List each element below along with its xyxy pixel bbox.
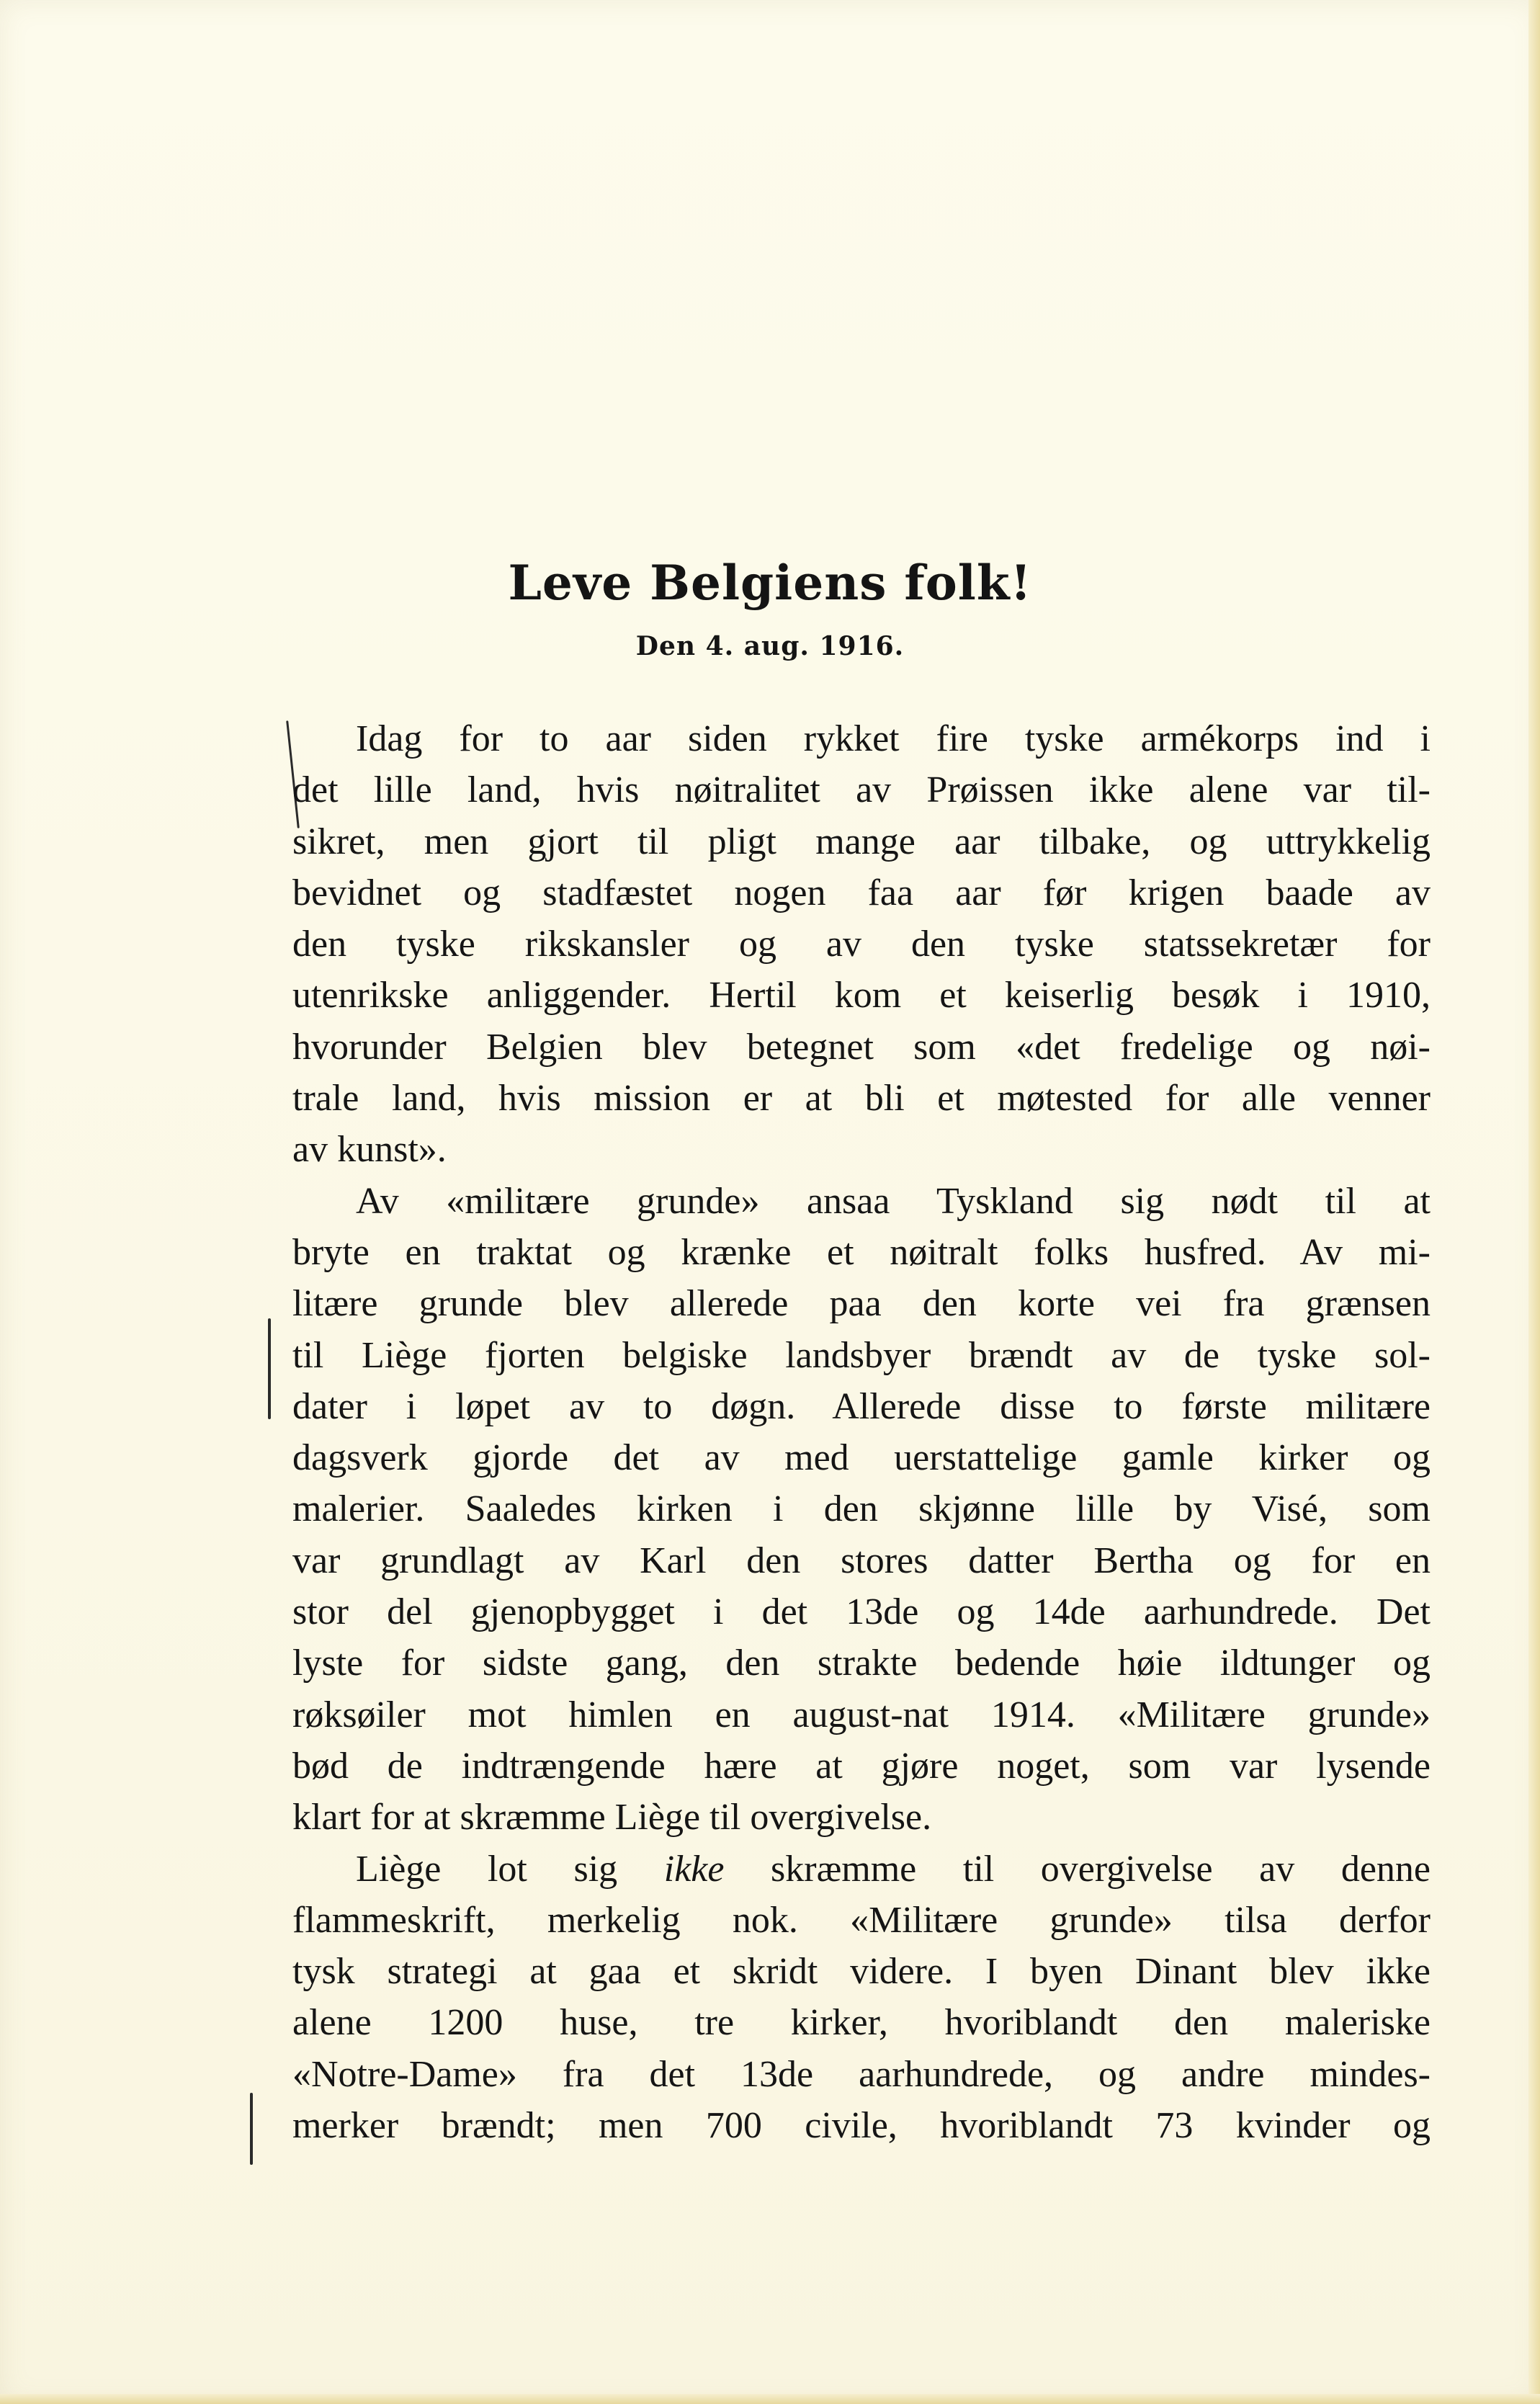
text-line: bød de indtrængende hære at gjøre noget, som var lysende [292, 1745, 1431, 1787]
text-line: til Liège fjorten belgiske landsbyer brændt av de tyske sol- [292, 1334, 1431, 1376]
text-line: «Notre-Dame» fra det 13de aarhundrede, og andre mindes- [292, 2053, 1431, 2095]
text-line: flammeskrift, merkelig nok. «Militære grunde» tilsa derfor [292, 1899, 1431, 1941]
text-line: den tyske rikskansler og av den tyske statssekretær for [292, 924, 1431, 965]
text-line: tysk strategi at gaa et skridt videre. I byen Dinant blev ikke [292, 1951, 1431, 1993]
margin-mark [250, 2093, 253, 2165]
article-body [292, 713, 1431, 2151]
text-line: bryte en traktat og krænke et nøitralt folks husfred. Av mi- [292, 1231, 1431, 1273]
text-line: røksøiler mot himlen en august-nat 1914. «Militære grunde» [292, 1694, 1431, 1735]
text-line: hvorunder Belgien blev betegnet som «det fredelige og nøi- [292, 1026, 1431, 1068]
text-line: var grundlagt av Karl den stores datter Bertha og for en [292, 1540, 1431, 1581]
text-line: bevidnet og stadfæstet nogen faa aar før krigen baade av [292, 872, 1431, 913]
text-line [292, 1844, 1431, 1895]
paragraph-3 [292, 1844, 1431, 2152]
emphasis-text: ikke [663, 1848, 725, 1890]
text-line: alene 1200 huse, tre kirker, hvoriblandt den maleriske [292, 2002, 1431, 2044]
text-line: sikret, men gjort til pligt mange aar tilbake, og uttrykkelig [292, 821, 1431, 862]
text-line: dagsverk gjorde det av med uerstattelige gamle kirker og [292, 1437, 1431, 1479]
paragraph-2 [292, 1176, 1431, 1844]
text-line: av kunst». [292, 1129, 447, 1171]
text-line: dater i løpet av to døgn. Allerede disse to første militære [292, 1385, 1431, 1427]
text-line: utenrikske anliggender. Hertil kom et keiserlig besøk i 1910, [292, 975, 1431, 1016]
text-line: Idag for to aar siden rykket fire tyske armékorps ind i [356, 718, 1431, 759]
text-line: merker brændt; men 700 civile, hvoriblandt 73 kvinder og [292, 2105, 1431, 2147]
margin-mark [268, 1318, 271, 1419]
document-date: Den 4. aug. 1916. [635, 631, 905, 661]
text-line: det lille land, hvis nøitralitet av Prøissen ikke alene var til- [292, 769, 1431, 811]
paper-edge-right [1528, 0, 1540, 2404]
paragraph-1 [292, 713, 1431, 1176]
document-title: Leve Belgiens folk! [508, 555, 1032, 611]
text-line: stor del gjenopbygget i det 13de og 14de aarhundrede. Det [292, 1591, 1431, 1633]
text-line: litære grunde blev allerede paa den korte vei fra grænsen [292, 1283, 1431, 1325]
text-line: malerier. Saaledes kirken i den skjønne lille by Visé, som [292, 1488, 1431, 1530]
text-line: Av «militære grunde» ansaa Tyskland sig nødt til at [356, 1180, 1431, 1222]
paper-edge-bottom [0, 2394, 1540, 2404]
text-line: klart for at skræmme Liège til overgivelse. [292, 1797, 932, 1838]
text-line: lyste for sidste gang, den strakte bedende høie ildtunger og [292, 1643, 1431, 1684]
text-segment: skræmme til overgivelse av denne [724, 1848, 1431, 1890]
text-line: trale land, hvis mission er at bli et møtested for alle venner [292, 1078, 1431, 1120]
text-segment: Liège lot sig [356, 1848, 664, 1890]
